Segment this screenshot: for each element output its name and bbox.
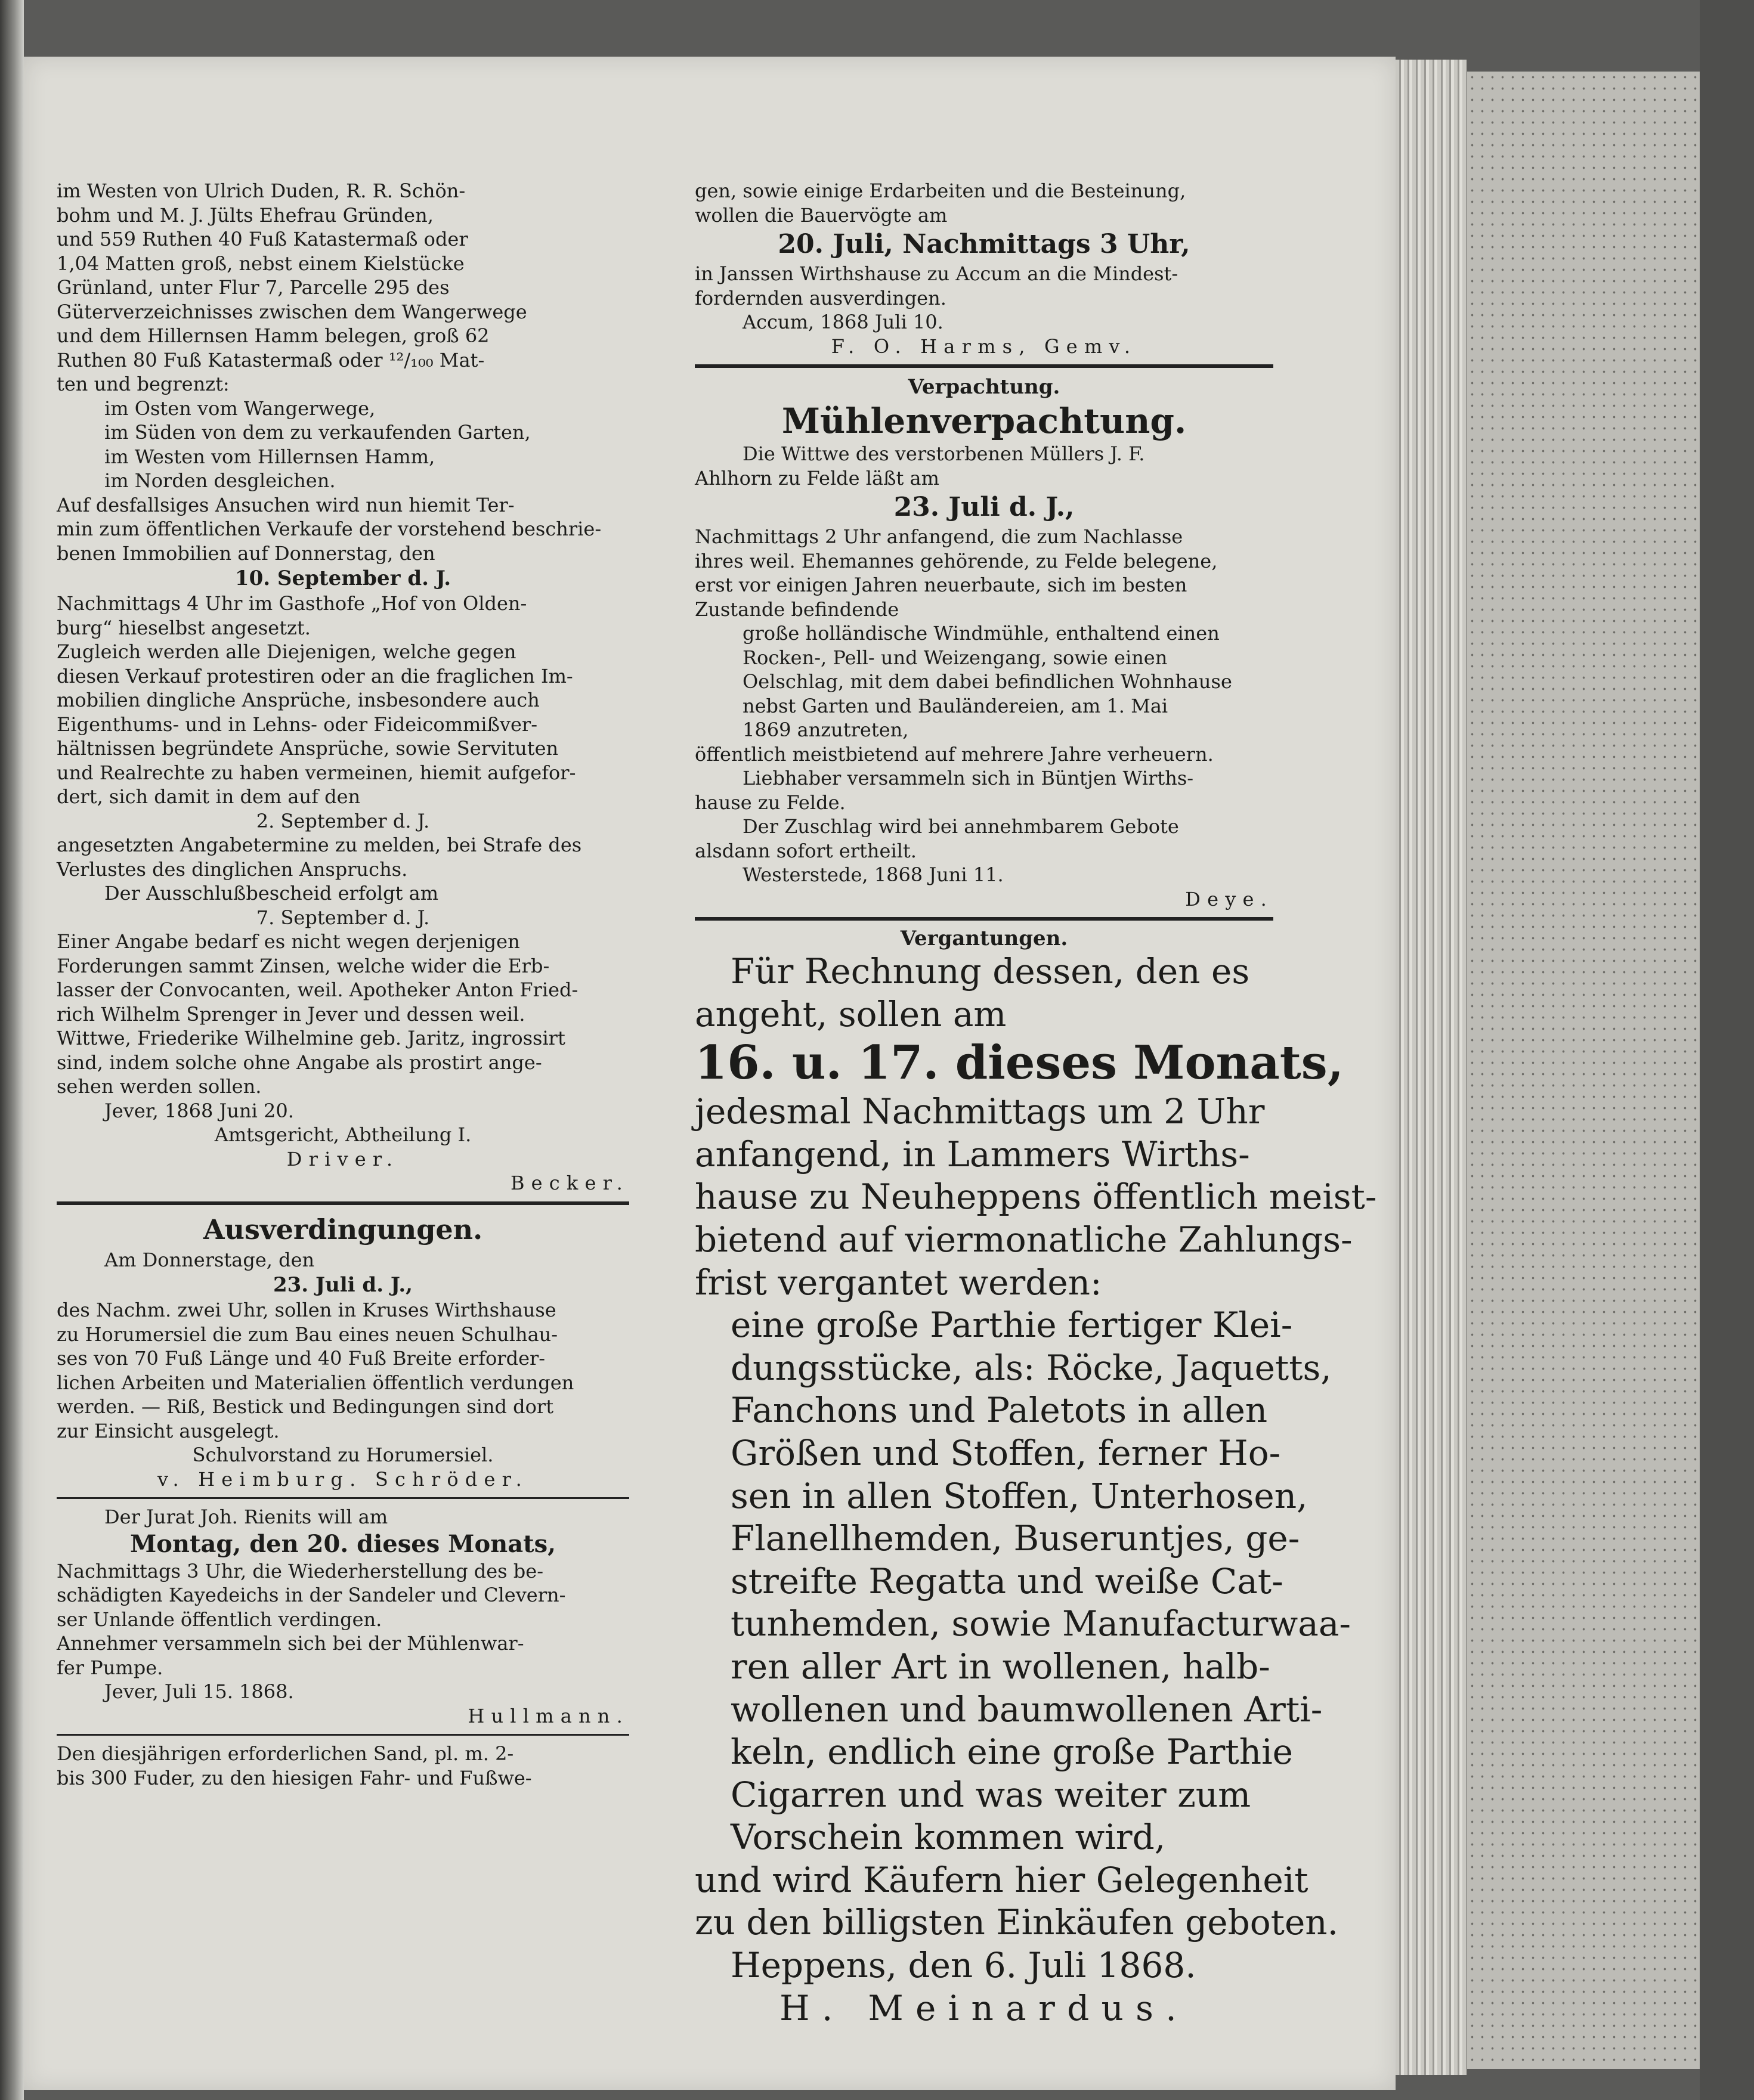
ad-date: 16. u. 17. dieses Monats, bbox=[695, 1036, 1344, 1091]
scan-background bbox=[1700, 0, 1754, 2100]
accum-notice bbox=[695, 179, 1273, 358]
ad-line: bietend auf viermonatliche Zahlungs- bbox=[695, 1219, 1353, 1260]
text-line: alsdann sofort ertheilt. bbox=[695, 839, 917, 862]
text-line: wollen die Bauervögte am bbox=[695, 203, 948, 227]
ad-item-line: keln, endlich eine große Parthie bbox=[731, 1732, 1293, 1773]
text-line: sehen werden sollen. bbox=[57, 1075, 262, 1098]
signature: v. Heimburg. Schröder. bbox=[157, 1467, 529, 1491]
section-divider bbox=[695, 364, 1273, 368]
text-line: Zugleich werden alle Diejenigen, welche gegen bbox=[57, 640, 516, 663]
text-line: benen Immobilien auf Donnerstag, den bbox=[57, 541, 435, 565]
ad-line: hause zu Neuheppens öffentlich meist- bbox=[695, 1176, 1377, 1218]
verpachtung-notice bbox=[695, 374, 1273, 911]
section-heading: Vergantungen. bbox=[900, 927, 1068, 950]
date-line: 23. Juli d. J., bbox=[893, 492, 1075, 522]
text-line: angesetzten Angabetermine zu melden, bei Strafe des bbox=[57, 834, 582, 856]
ad-item-line: dungsstücke, als: Röcke, Jaquetts, bbox=[731, 1347, 1332, 1388]
text-line: Der Zuschlag wird bei annehmbarem Gebote bbox=[743, 815, 1179, 838]
signature: H. Meinardus. bbox=[779, 1987, 1189, 2028]
text-line: bis 300 Fuder, zu den hiesigen Fahr- und Fußwe- bbox=[57, 1766, 532, 1789]
text-line: zu Horumersiel die zum Bau eines neuen Schulhau- bbox=[57, 1322, 558, 1346]
place-date: Accum, 1868 Juli 10. bbox=[743, 311, 943, 333]
section-heading: Verpachtung. bbox=[908, 375, 1060, 399]
text-line: in Janssen Wirthshause zu Accum an die Mindest- bbox=[695, 262, 1178, 285]
ad-line: Für Rechnung dessen, den es bbox=[731, 951, 1250, 992]
signature: Deye. bbox=[1185, 887, 1273, 910]
text-line: Die Wittwe des verstorbenen Müllers J. F. bbox=[743, 442, 1145, 465]
text-line: fer Pumpe. bbox=[57, 1656, 163, 1679]
text-line: Ruthen 80 Fuß Katastermaß oder ¹²/₁₀₀ Mat- bbox=[57, 348, 485, 371]
jurat-notice bbox=[57, 1505, 629, 1728]
text-line: Eigenthums- und in Lehns- oder Fideicommißver- bbox=[57, 713, 538, 736]
text-line: hause zu Felde. bbox=[695, 791, 846, 814]
ad-line: frist vergantet werden: bbox=[695, 1262, 1102, 1303]
property-description bbox=[57, 179, 629, 1195]
signatory-body: Schulvorstand zu Horumersiel. bbox=[192, 1444, 494, 1466]
text-line: Liebhaber versammeln sich in Büntjen Wirths- bbox=[743, 767, 1194, 789]
text-line: hältnissen begründete Ansprüche, sowie Servituten bbox=[57, 737, 559, 760]
ad-item-line: ren aller Art in wollenen, halb- bbox=[731, 1646, 1270, 1687]
text-line: Güterverzeichnisses zwischen dem Wangerwege bbox=[57, 300, 527, 323]
date-line: 2. September d. J. bbox=[256, 809, 430, 832]
bound-line: im Norden desgleichen. bbox=[104, 469, 336, 492]
text-line: ser Unlande öffentlich verdingen. bbox=[57, 1607, 382, 1631]
book-cover bbox=[1467, 72, 1700, 2069]
ad-item-line: Fanchons und Paletots in allen bbox=[731, 1390, 1268, 1431]
item-line: Rocken-, Pell- und Weizengang, sowie einen bbox=[743, 646, 1168, 669]
text-line: und Realrechte zu haben vermeinen, hiemit aufgefor- bbox=[57, 761, 576, 784]
text-line: Der Jurat Joh. Rienits will am bbox=[104, 1506, 388, 1528]
text-line: burg“ hieselbst angesetzt. bbox=[57, 616, 311, 639]
text-line: schädigten Kayedeichs in der Sandeler und Clevern- bbox=[57, 1584, 566, 1606]
text-line: Der Ausschlußbescheid erfolgt am bbox=[104, 882, 439, 905]
vergantungen-notice bbox=[695, 927, 1377, 2030]
text-line: Forderungen sammt Zinsen, welche wider die Erb- bbox=[57, 954, 550, 977]
text-line: rich Wilhelm Sprenger in Jever und dessen weil. bbox=[57, 1002, 525, 1026]
text-line: und 559 Ruthen 40 Fuß Katastermaß oder bbox=[57, 228, 468, 250]
text-line: sind, indem solche ohne Angabe als prostirt ange- bbox=[57, 1051, 542, 1074]
ad-item-line: tunhemden, sowie Manufacturwaa- bbox=[731, 1603, 1351, 1644]
item-line: Oelschlag, mit dem dabei befindlichen Wohnhause bbox=[743, 670, 1232, 693]
text-line: Grünland, unter Flur 7, Parcelle 295 des bbox=[57, 276, 450, 299]
sand-notice bbox=[57, 1742, 629, 1790]
text-line: Wittwe, Friederike Wilhelmine geb. Jaritz, ingrossirt bbox=[57, 1027, 565, 1049]
date-line: 23. Juli d. J., bbox=[273, 1273, 413, 1297]
text-line: Auf desfallsiges Ansuchen wird nun hiemit Ter- bbox=[57, 493, 515, 516]
ausverdingungen-notice bbox=[57, 1211, 629, 1492]
text-line: lasser der Convocanten, weil. Apotheker Anton Fried- bbox=[57, 978, 579, 1001]
text-line: bohm und M. J. Jülts Ehefrau Gründen, bbox=[57, 203, 434, 227]
text-line: Annehmer versammeln sich bei der Mühlenwar- bbox=[57, 1632, 524, 1655]
text-line: Nachmittags 2 Uhr anfangend, die zum Nachlasse bbox=[695, 525, 1183, 548]
place-date: Jever, Juli 15. 1868. bbox=[104, 1680, 294, 1703]
text-line: im Westen von Ulrich Duden, R. R. Schön- bbox=[57, 179, 466, 202]
place-date: Heppens, den 6. Juli 1868. bbox=[731, 1945, 1196, 1986]
ad-item-line: eine große Parthie fertiger Klei- bbox=[731, 1305, 1293, 1346]
text-line: öffentlich meistbietend auf mehrere Jahre verheuern. bbox=[695, 742, 1214, 766]
right-column bbox=[695, 179, 1377, 2030]
text-line: Am Donnerstage, den bbox=[104, 1248, 315, 1271]
section-divider bbox=[57, 1734, 629, 1736]
text-line: ses von 70 Fuß Länge und 40 Fuß Breite erforder- bbox=[57, 1347, 546, 1370]
text-line: werden. — Riß, Bestick und Bedingungen sind dort bbox=[57, 1395, 554, 1418]
signature: F. O. Harms, Gemv. bbox=[831, 334, 1137, 358]
text-line: zur Einsicht ausgelegt. bbox=[57, 1419, 280, 1442]
text-line: Zustande befindende bbox=[695, 597, 899, 621]
text-line: und dem Hillernsen Hamm belegen, groß 62 bbox=[57, 324, 490, 347]
section-divider bbox=[57, 1497, 629, 1499]
ad-line: zu den billigsten Einkäufen geboten. bbox=[695, 1902, 1339, 1943]
text-line: mobilien dingliche Ansprüche, insbesondere auch bbox=[57, 689, 540, 711]
text-line: dert, sich damit in dem auf den bbox=[57, 785, 361, 808]
item-line: 1869 anzutreten, bbox=[743, 718, 909, 741]
text-line: Ahlhorn zu Felde läßt am bbox=[695, 466, 939, 490]
place-date: Jever, 1868 Juni 20. bbox=[104, 1099, 294, 1122]
text-line: Einer Angabe bedarf es nicht wegen derjenigen bbox=[57, 930, 520, 953]
signature: Becker. bbox=[510, 1172, 629, 1194]
ad-item-line: Vorschein kommen wird, bbox=[731, 1817, 1166, 1858]
text-line: Nachmittags 4 Uhr im Gasthofe „Hof von Olden- bbox=[57, 592, 527, 615]
item-line: nebst Garten und Bauländereien, am 1. Mai bbox=[743, 694, 1168, 717]
ad-line: und wird Käufern hier Gelegenheit bbox=[695, 1859, 1308, 1900]
date-line: Montag, den 20. dieses Monats, bbox=[129, 1529, 556, 1558]
ad-line: angeht, sollen am bbox=[695, 993, 1007, 1034]
ad-item-line: wollenen und baumwollenen Arti- bbox=[731, 1689, 1323, 1730]
text-line: gen, sowie einige Erdarbeiten und die Besteinung, bbox=[695, 179, 1186, 202]
ad-item-line: Cigarren und was weiter zum bbox=[731, 1774, 1251, 1815]
text-line: Verlustes des dinglichen Anspruchs. bbox=[57, 857, 408, 881]
ad-line: jedesmal Nachmittags um 2 Uhr bbox=[695, 1091, 1265, 1132]
signature: Driver. bbox=[286, 1147, 400, 1170]
item-line: große holländische Windmühle, enthaltend einen bbox=[743, 622, 1220, 645]
signature: Hullmann. bbox=[468, 1704, 629, 1727]
page-stack-edges bbox=[1396, 60, 1467, 2075]
text-line: des Nachm. zwei Uhr, sollen in Kruses Wirthshause bbox=[57, 1299, 556, 1321]
date-line: 7. September d. J. bbox=[256, 906, 430, 929]
text-line: 1,04 Matten groß, nebst einem Kielstücke bbox=[57, 252, 465, 275]
section-heading: Ausverdingungen. bbox=[203, 1213, 483, 1246]
bound-line: im Osten vom Wangerwege, bbox=[104, 397, 376, 420]
text-line: fordernden ausverdingen. bbox=[695, 286, 946, 309]
date-line: 10. September d. J. bbox=[234, 566, 451, 590]
ad-item-line: streifte Regatta und weiße Cat- bbox=[731, 1560, 1283, 1602]
text-line: erst vor einigen Jahren neuerbaute, sich im besten bbox=[695, 574, 1187, 596]
text-line: min zum öffentlichen Verkaufe der vorstehend beschrie- bbox=[57, 518, 602, 540]
text-line: Nachmittags 3 Uhr, die Wiederherstellung des be- bbox=[57, 1559, 543, 1582]
section-divider bbox=[57, 1201, 629, 1205]
ad-item-line: sen in allen Stoffen, Unterhosen, bbox=[731, 1475, 1308, 1516]
text-line: Den diesjährigen erforderlichen Sand, pl. m. 2- bbox=[57, 1742, 514, 1765]
text-line: lichen Arbeiten und Materialien öffentlich verdungen bbox=[57, 1371, 574, 1394]
text-line: ihres weil. Ehemannes gehörende, zu Felde belegene, bbox=[695, 549, 1218, 572]
place-date: Westerstede, 1868 Juni 11. bbox=[743, 863, 1004, 886]
text-line: ten und begrenzt: bbox=[57, 373, 230, 395]
date-line: 20. Juli, Nachmittags 3 Uhr, bbox=[778, 229, 1190, 259]
court-name: Amtsgericht, Abtheilung I. bbox=[214, 1123, 472, 1146]
bound-line: im Westen vom Hillernsen Hamm, bbox=[104, 445, 435, 468]
left-column bbox=[57, 179, 629, 1790]
ad-item-line: Flanellhemden, Buseruntjes, ge- bbox=[731, 1518, 1300, 1559]
bound-line: im Süden von dem zu verkaufenden Garten, bbox=[104, 421, 531, 444]
notice-title: Mühlenverpachtung. bbox=[781, 401, 1187, 441]
section-divider bbox=[695, 917, 1273, 921]
adjacent-page-edge bbox=[0, 0, 24, 2100]
ad-item-line: Größen und Stoffen, ferner Ho- bbox=[731, 1432, 1281, 1473]
text-line: diesen Verkauf protestiren oder an die fraglichen Im- bbox=[57, 664, 573, 687]
ad-line: anfangend, in Lammers Wirths- bbox=[695, 1133, 1250, 1175]
